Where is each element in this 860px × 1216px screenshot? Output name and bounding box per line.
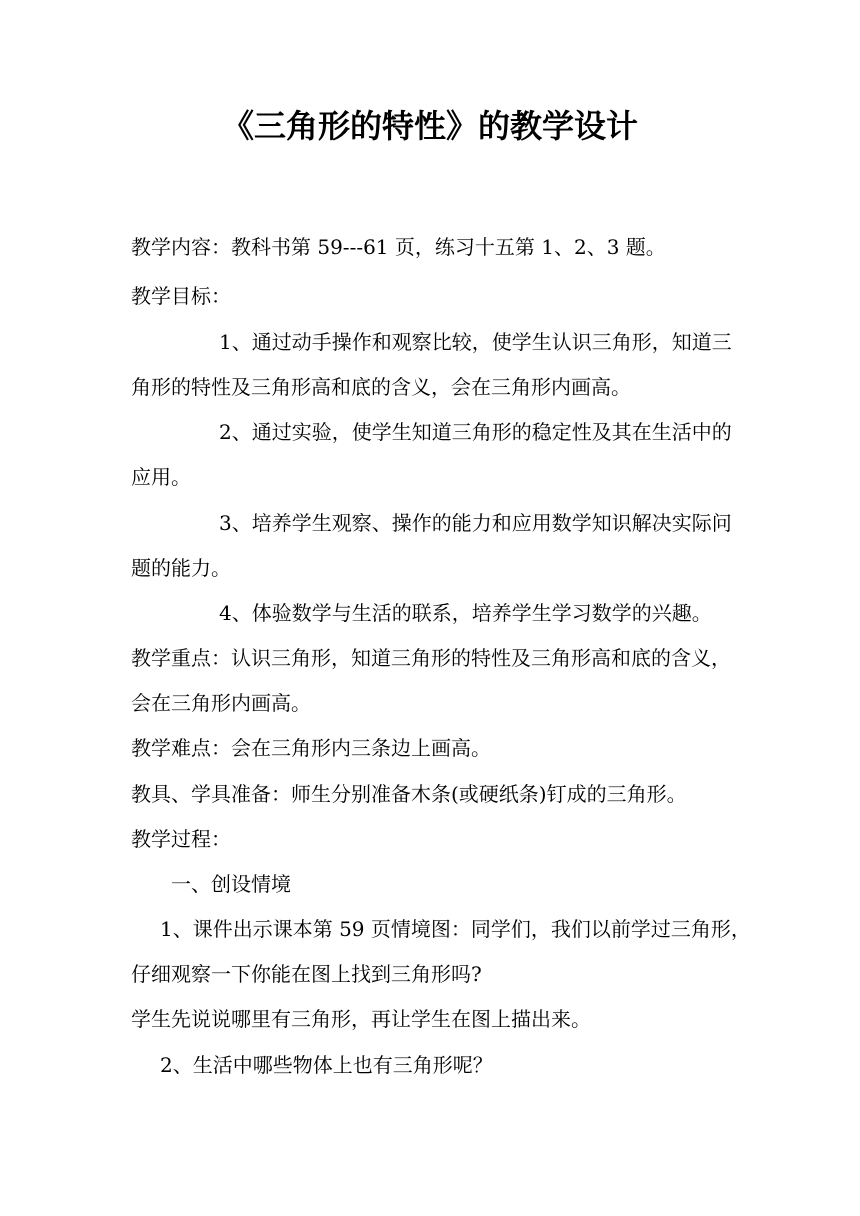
difficult-point-line: 教学难点：会在三角形内三条边上画高。 <box>131 736 491 760</box>
teaching-aids-line: 教具、学具准备：师生分别准备木条(或硬纸条)钉成的三角形。 <box>131 782 687 806</box>
teaching-goals-heading: 教学目标： <box>131 284 231 308</box>
student-activity-line: 学生先说说哪里有三角形，再让学生在图上描出来。 <box>131 1007 591 1031</box>
key-point-line-1: 教学重点：认识三角形，知道三角形的特性及三角形高和底的含义， <box>131 646 731 670</box>
goal-1-line-1: 1、通过动手操作和观察比较，使学生认识三角形，知道三 <box>219 330 732 354</box>
step-2-line: 2、生活中哪些物体上也有三角形呢？ <box>160 1053 493 1077</box>
document-title: 《三角形的特性》的教学设计 <box>221 107 638 145</box>
goal-1-line-2: 角形的特性及三角形高和底的含义，会在三角形内画高。 <box>131 375 631 399</box>
goal-2-line-1: 2、通过实验，使学生知道三角形的稳定性及其在生活中的 <box>219 420 732 444</box>
teaching-content-line: 教学内容：教科书第 59---61 页，练习十五第 1、2、3 题。 <box>131 235 666 259</box>
step-1-line-2: 仔细观察一下你能在图上找到三角形吗? <box>131 962 482 986</box>
goal-3-line-2: 题的能力。 <box>131 556 231 580</box>
goal-4-line: 4、体验数学与生活的联系，培养学生学习数学的兴趣。 <box>219 601 712 625</box>
step-1-line-1: 1、课件出示课本第 59 页情境图：同学们，我们以前学过三角形， <box>160 917 751 941</box>
key-point-line-2: 会在三角形内画高。 <box>131 691 311 715</box>
teaching-process-heading: 教学过程： <box>131 827 231 851</box>
section-1-heading: 一、创设情境 <box>171 872 291 896</box>
goal-2-line-2: 应用。 <box>131 465 191 489</box>
goal-3-line-1: 3、培养学生观察、操作的能力和应用数学知识解决实际问 <box>219 511 732 535</box>
